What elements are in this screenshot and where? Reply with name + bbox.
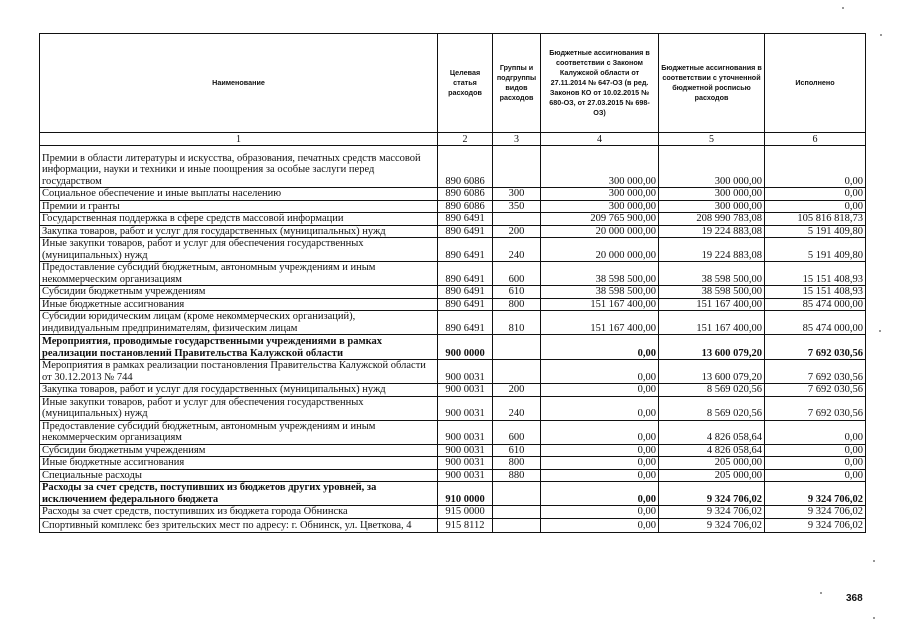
row-executed-amount: 9 324 706,02 [765, 482, 866, 506]
table-row [40, 200, 866, 213]
row-law-amount: 0,00 [541, 396, 659, 420]
row-refined-amount: 151 167 400,00 [659, 298, 765, 311]
column-number: 3 [493, 133, 541, 146]
row-law-amount: 0,00 [541, 444, 659, 457]
row-executed-amount: 9 324 706,02 [765, 518, 866, 532]
row-name: Премии и гранты [40, 200, 438, 213]
table-row [40, 396, 866, 420]
row-name: Иные бюджетные ассигнования [40, 298, 438, 311]
row-expense-group: 610 [493, 444, 541, 457]
row-expense-group: 200 [493, 225, 541, 238]
row-executed-amount: 15 151 408,93 [765, 262, 866, 286]
row-executed-amount: 0,00 [765, 469, 866, 482]
row-refined-amount: 19 224 883,08 [659, 225, 765, 238]
row-law-amount: 38 598 500,00 [541, 286, 659, 299]
row-law-amount: 0,00 [541, 518, 659, 532]
row-target-code: 915 8112 [438, 518, 493, 532]
table-row [40, 213, 866, 226]
row-executed-amount: 7 692 030,56 [765, 360, 866, 384]
row-executed-amount: 7 692 030,56 [765, 335, 866, 360]
row-name: Иные закупки товаров, работ и услуг для обеспечения государственных (муниципальных) нужд [40, 238, 438, 262]
row-executed-amount: 0,00 [765, 146, 866, 188]
row-expense-group: 600 [493, 420, 541, 444]
row-refined-amount: 205 000,00 [659, 457, 765, 470]
table-row [40, 262, 866, 286]
row-law-amount: 0,00 [541, 482, 659, 506]
row-name: Субсидии юридическим лицам (кроме некоммерческих организаций), индивидуальным предпринимателям, физическим лицам [40, 311, 438, 335]
row-target-code: 890 6491 [438, 311, 493, 335]
row-expense-group: 240 [493, 238, 541, 262]
row-executed-amount: 7 692 030,56 [765, 396, 866, 420]
row-executed-amount: 0,00 [765, 188, 866, 201]
row-target-code: 900 0031 [438, 360, 493, 384]
column-number: 1 [40, 133, 438, 146]
row-target-code: 900 0031 [438, 384, 493, 397]
row-law-amount: 209 765 900,00 [541, 213, 659, 226]
row-expense-group: 810 [493, 311, 541, 335]
budget-table [39, 33, 866, 533]
row-expense-group [493, 360, 541, 384]
row-law-amount: 300 000,00 [541, 146, 659, 188]
row-refined-amount: 9 324 706,02 [659, 518, 765, 532]
header-name: Наименование [40, 34, 438, 133]
row-executed-amount: 0,00 [765, 457, 866, 470]
header-group: Группы и подгруппы видов расходов [493, 34, 541, 133]
row-refined-amount: 38 598 500,00 [659, 286, 765, 299]
row-refined-amount: 300 000,00 [659, 200, 765, 213]
row-refined-amount: 300 000,00 [659, 146, 765, 188]
row-expense-group: 600 [493, 262, 541, 286]
row-executed-amount: 0,00 [765, 200, 866, 213]
table-row [40, 420, 866, 444]
scan-speck [820, 592, 822, 594]
table-row [40, 482, 866, 506]
row-name: Премии в области литературы и искусства, образования, печатных средств массовой информации, науки и техники и иные поощрения за особые заслуги перед государством [40, 146, 438, 188]
row-refined-amount: 9 324 706,02 [659, 506, 765, 519]
header-law-allocations: Бюджетные ассигнования в соответствии с Законом Калужской области от 27.11.2014 № 647-ОЗ (в ред. Законов КО от 10.02.2015 № 680-ОЗ, от 27.03.2015 № 698-ОЗ) [541, 34, 659, 133]
row-refined-amount: 4 826 058,64 [659, 444, 765, 457]
row-target-code: 890 6086 [438, 200, 493, 213]
table-row [40, 146, 866, 188]
row-law-amount: 151 167 400,00 [541, 311, 659, 335]
row-expense-group [493, 335, 541, 360]
row-executed-amount: 5 191 409,80 [765, 225, 866, 238]
row-law-amount: 0,00 [541, 335, 659, 360]
row-refined-amount: 13 600 079,20 [659, 335, 765, 360]
header-refined-allocations: Бюджетные ассигнования в соответствии с уточненной бюджетной росписью расходов [659, 34, 765, 133]
column-number: 2 [438, 133, 493, 146]
row-target-code: 900 0000 [438, 335, 493, 360]
row-name: Предоставление субсидий бюджетным, автономным учреждениям и иным некоммерческим организациям [40, 262, 438, 286]
scan-speck [880, 34, 882, 36]
row-target-code: 890 6086 [438, 146, 493, 188]
row-expense-group: 610 [493, 286, 541, 299]
row-law-amount: 0,00 [541, 384, 659, 397]
page-number: 368 [846, 593, 863, 604]
row-law-amount: 20 000 000,00 [541, 238, 659, 262]
row-refined-amount: 4 826 058,64 [659, 420, 765, 444]
row-name: Специальные расходы [40, 469, 438, 482]
row-law-amount: 0,00 [541, 469, 659, 482]
row-law-amount: 300 000,00 [541, 188, 659, 201]
row-target-code: 890 6491 [438, 286, 493, 299]
table-row [40, 188, 866, 201]
header-target: Целевая статья расходов [438, 34, 493, 133]
row-target-code: 910 0000 [438, 482, 493, 506]
row-law-amount: 20 000 000,00 [541, 225, 659, 238]
header-row [40, 34, 866, 133]
row-expense-group: 800 [493, 298, 541, 311]
table-row [40, 506, 866, 519]
budget-sheet [39, 33, 866, 533]
row-target-code: 915 0000 [438, 506, 493, 519]
row-name: Социальное обеспечение и иные выплаты населению [40, 188, 438, 201]
row-target-code: 900 0031 [438, 420, 493, 444]
table-row [40, 518, 866, 532]
row-target-code: 900 0031 [438, 469, 493, 482]
table-row [40, 335, 866, 360]
table-row [40, 384, 866, 397]
scan-speck [873, 560, 875, 562]
row-name: Спортивный комплекс без зрительских мест по адресу: г. Обнинск, ул. Цветкова, 4 [40, 518, 438, 532]
row-refined-amount: 300 000,00 [659, 188, 765, 201]
row-name: Расходы за счет средств, поступивших из бюджетов других уровней, за исключением федерального бюджета [40, 482, 438, 506]
row-executed-amount: 15 151 408,93 [765, 286, 866, 299]
row-name: Субсидии бюджетным учреждениям [40, 444, 438, 457]
row-target-code: 890 6491 [438, 225, 493, 238]
row-expense-group [493, 482, 541, 506]
row-target-code: 890 6086 [438, 188, 493, 201]
row-target-code: 900 0031 [438, 396, 493, 420]
row-expense-group [493, 213, 541, 226]
row-target-code: 900 0031 [438, 457, 493, 470]
row-refined-amount: 8 569 020,56 [659, 396, 765, 420]
table-row [40, 238, 866, 262]
row-name: Государственная поддержка в сфере средств массовой информации [40, 213, 438, 226]
row-expense-group [493, 518, 541, 532]
row-name: Субсидии бюджетным учреждениям [40, 286, 438, 299]
row-name: Иные бюджетные ассигнования [40, 457, 438, 470]
table-row [40, 457, 866, 470]
row-refined-amount: 13 600 079,20 [659, 360, 765, 384]
row-target-code: 900 0031 [438, 444, 493, 457]
table-row [40, 360, 866, 384]
row-executed-amount: 0,00 [765, 444, 866, 457]
row-executed-amount: 85 474 000,00 [765, 298, 866, 311]
scan-speck [842, 7, 844, 9]
row-expense-group: 240 [493, 396, 541, 420]
column-number: 4 [541, 133, 659, 146]
table-row [40, 311, 866, 335]
table-row [40, 225, 866, 238]
row-expense-group: 350 [493, 200, 541, 213]
scan-speck [873, 617, 875, 619]
row-executed-amount: 9 324 706,02 [765, 506, 866, 519]
row-name: Мероприятия, проводимые государственными учреждениями в рамках реализации постановлений Правительства Калужской области [40, 335, 438, 360]
row-executed-amount: 5 191 409,80 [765, 238, 866, 262]
table-row [40, 286, 866, 299]
row-law-amount: 0,00 [541, 457, 659, 470]
table-row [40, 469, 866, 482]
row-refined-amount: 151 167 400,00 [659, 311, 765, 335]
row-law-amount: 300 000,00 [541, 200, 659, 213]
row-name: Расходы за счет средств, поступивших из бюджета города Обнинска [40, 506, 438, 519]
row-executed-amount: 85 474 000,00 [765, 311, 866, 335]
row-executed-amount: 7 692 030,56 [765, 384, 866, 397]
row-expense-group: 880 [493, 469, 541, 482]
row-law-amount: 38 598 500,00 [541, 262, 659, 286]
row-expense-group: 300 [493, 188, 541, 201]
row-law-amount: 0,00 [541, 360, 659, 384]
header-executed: Исполнено [765, 34, 866, 133]
row-law-amount: 151 167 400,00 [541, 298, 659, 311]
scan-speck [879, 330, 881, 332]
row-expense-group [493, 146, 541, 188]
row-name: Закупка товаров, работ и услуг для государственных (муниципальных) нужд [40, 225, 438, 238]
row-target-code: 890 6491 [438, 262, 493, 286]
row-law-amount: 0,00 [541, 506, 659, 519]
row-expense-group [493, 506, 541, 519]
row-refined-amount: 208 990 783,08 [659, 213, 765, 226]
row-refined-amount: 9 324 706,02 [659, 482, 765, 506]
column-number: 5 [659, 133, 765, 146]
row-refined-amount: 38 598 500,00 [659, 262, 765, 286]
row-target-code: 890 6491 [438, 238, 493, 262]
row-name: Мероприятия в рамках реализации постановления Правительства Калужской области от 30.12.2013 № 744 [40, 360, 438, 384]
row-name: Закупка товаров, работ и услуг для государственных (муниципальных) нужд [40, 384, 438, 397]
row-name: Предоставление субсидий бюджетным, автономным учреждениям и иным некоммерческим организациям [40, 420, 438, 444]
column-number-row [40, 133, 866, 146]
table-row [40, 444, 866, 457]
row-refined-amount: 19 224 883,08 [659, 238, 765, 262]
row-target-code: 890 6491 [438, 298, 493, 311]
row-name: Иные закупки товаров, работ и услуг для обеспечения государственных (муниципальных) нужд [40, 396, 438, 420]
row-executed-amount: 105 816 818,73 [765, 213, 866, 226]
row-executed-amount: 0,00 [765, 420, 866, 444]
row-expense-group: 800 [493, 457, 541, 470]
column-number: 6 [765, 133, 866, 146]
row-expense-group: 200 [493, 384, 541, 397]
row-law-amount: 0,00 [541, 420, 659, 444]
row-target-code: 890 6491 [438, 213, 493, 226]
row-refined-amount: 205 000,00 [659, 469, 765, 482]
row-refined-amount: 8 569 020,56 [659, 384, 765, 397]
table-row [40, 298, 866, 311]
